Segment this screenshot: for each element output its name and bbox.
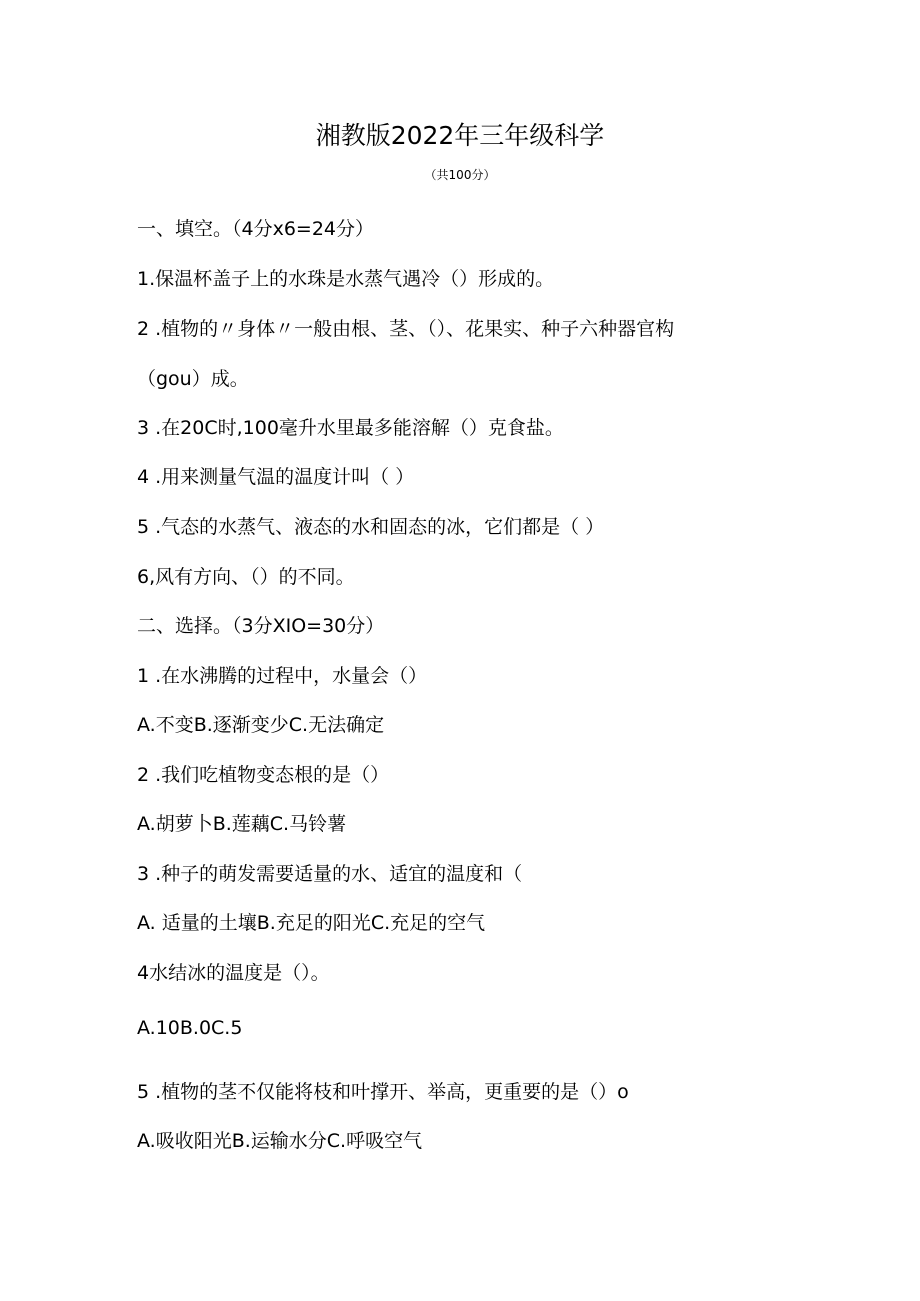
question-line: 5 .植物的茎不仅能将枝和叶撑开、举高，更重要的是（）o bbox=[137, 1081, 629, 1103]
answer-options: A.吸收阳光B.运输水分C.呼吸空气 bbox=[137, 1130, 423, 1152]
answer-options: A.不变B.逐渐变少C.无法确定 bbox=[137, 714, 385, 736]
question-line: 2 .我们吃植物变态根的是（） bbox=[137, 764, 390, 786]
question-line: 2 .植物的〃身体〃一般由根、茎、（）、花果实、种子六种器官构 bbox=[137, 318, 675, 340]
question-line: （gou）成。 bbox=[137, 368, 249, 390]
question-line: 1 .在水沸腾的过程中，水量会（） bbox=[137, 665, 428, 687]
question-line: 4 .用来测量气温的温度计叫（ ） bbox=[137, 466, 415, 488]
section-heading-fill-in: 一、填空。（4分x6=24分） bbox=[137, 218, 375, 240]
section-heading-choice: 二、选择。（3分XIO=30分） bbox=[137, 615, 385, 637]
answer-options: A.10B.0C.5 bbox=[137, 1017, 243, 1039]
answer-options: A. 适量的土壤B.充足的阳光C.充足的空气 bbox=[137, 912, 486, 934]
question-line: 6,风有方向、（）的不同。 bbox=[137, 566, 355, 588]
answer-options: A.胡萝卜B.莲藕C.马铃薯 bbox=[137, 813, 347, 835]
question-line: 3 .种子的萌发需要适量的水、适宜的温度和（ bbox=[137, 863, 523, 885]
document-subtitle: （共100分） bbox=[424, 168, 496, 182]
question-line: 4水结冰的温度是（）。 bbox=[137, 962, 330, 984]
question-line: 5 .气态的水蒸气、液态的水和固态的冰，它们都是（ ） bbox=[137, 516, 605, 538]
question-line: 1.保温杯盖子上的水珠是水蒸气遇冷（）形成的。 bbox=[137, 268, 555, 290]
document-title: 湘教版2022年三年级科学 bbox=[315, 121, 605, 150]
question-line: 3 .在20C时,100毫升水里最多能溶解（）克食盐。 bbox=[137, 417, 564, 439]
